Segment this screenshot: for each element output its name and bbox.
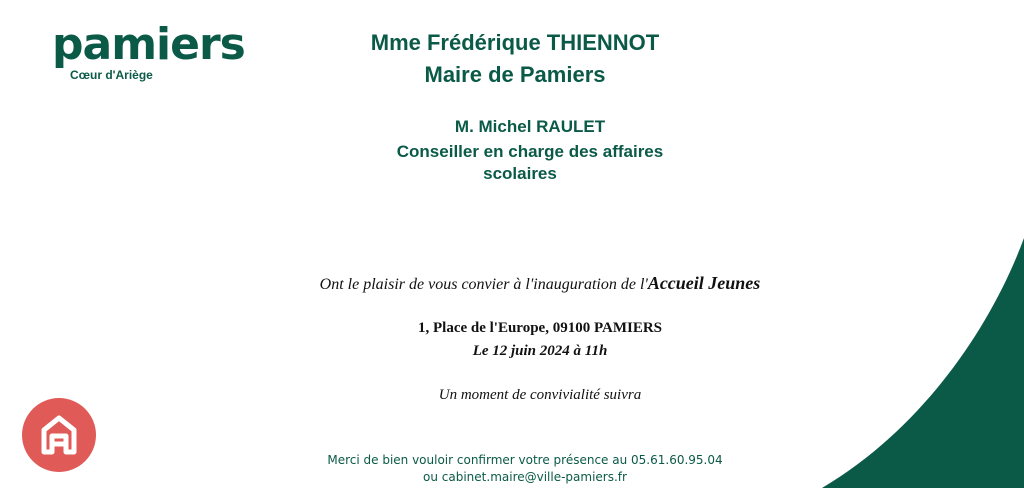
rsvp-email-line: ou cabinet.maire@ville-pamiers.fr [423,470,627,484]
councillor-name: M. Michel RAULET [454,117,606,136]
closing-note: Un moment de convivialité suivra [438,387,642,403]
invitation-sentence: Ont le plaisir de vous convier à l'inauguration de l' [319,276,648,293]
logo-wordmark: pamiers [52,19,245,70]
invitation-text [200,273,880,294]
councillor-title-line1: Conseiller en charge des affaires [396,142,664,161]
mayor-name: Mme Frédérique THIENNOT [370,30,660,55]
logo-subtitle: Cœur d'Ariège [70,68,153,82]
pamiers-logo [52,19,272,86]
event-name: Accueil Jeunes [647,273,761,293]
event-date: Le 12 juin 2024 à 11h [472,343,608,359]
councillor-title [330,141,730,185]
house-icon [22,398,96,472]
event-address: 1, Place de l'Europe, 09100 PAMIERS [417,320,663,336]
councillor-title-line2: scolaires [483,164,557,183]
rsvp-phone-line: Merci de bien vouloir confirmer votre présence au 05.61.60.95.04 [327,453,723,467]
mayor-title: Maire de Pamiers [424,62,606,87]
